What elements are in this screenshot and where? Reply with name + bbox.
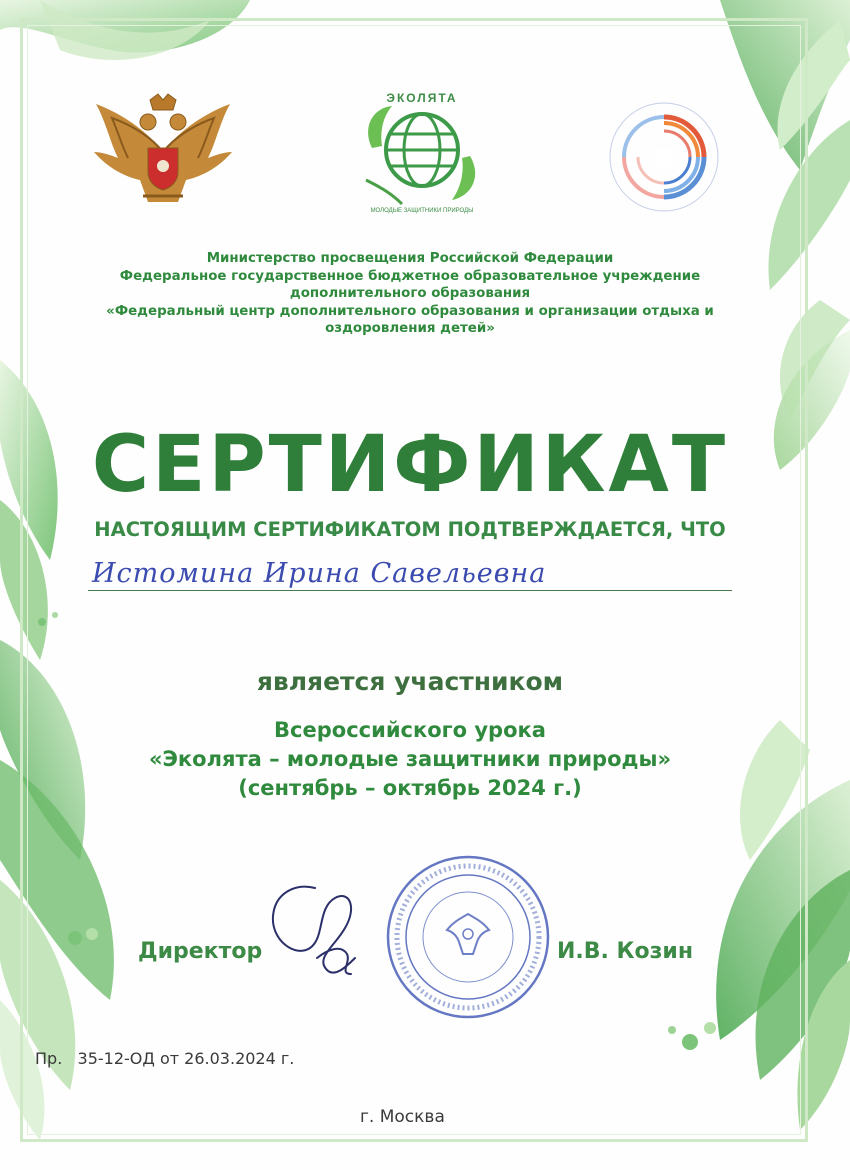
event-line-1: Всероссийского урока [274,718,546,742]
federal-center-swirl-icon [604,97,724,217]
svg-text:ЭКОЛЯТА: ЭКОЛЯТА [386,91,458,105]
org-line-2: Федеральное государственное бюджетное образовательное учреждение [119,268,701,284]
org-line-1: Министерство просвещения Российской Федерации [206,251,614,266]
event-line-2: «Эколята – молодые защитники природы» [148,747,672,771]
svg-text:МОЛОДЫЕ ЗАЩИТНИКИ ПРИРОДЫ: МОЛОДЫЕ ЗАЩИТНИКИ ПРИРОДЫ [370,208,474,214]
city-label: г. Москва [360,1107,445,1127]
recipient-underline [88,590,732,591]
certificate-subtitle: НАСТОЯЩИМ СЕРТИФИКАТОМ ПОДТВЕРЖДАЕТСЯ, ЧТО [94,518,726,541]
order-reference: Пр. 35-12-ОД от 26.03.2024 г. [35,1049,295,1068]
participant-role: является участником [256,667,564,696]
official-stamp-icon [383,852,553,1022]
certificate-title: СЕРТИФИКАТ [91,420,729,510]
org-line-4: «Федеральный центр дополнительного образования и организации отдыха и [106,303,714,319]
signatory-position: Директор [138,939,263,964]
signatory-name: И.В. Козин [557,939,694,964]
event-description [60,716,760,803]
ecolyata-globe-icon [352,88,492,216]
organization-header [60,250,760,338]
org-line-3: дополнительного образования [289,286,531,301]
event-line-3: (сентябрь – октябрь 2024 г.) [238,776,582,800]
org-line-5: оздоровления детей» [325,321,495,336]
director-signature-icon [255,878,375,988]
emblem-icon [88,92,238,214]
recipient-name: Истомина Ирина Савельевна [92,558,547,589]
